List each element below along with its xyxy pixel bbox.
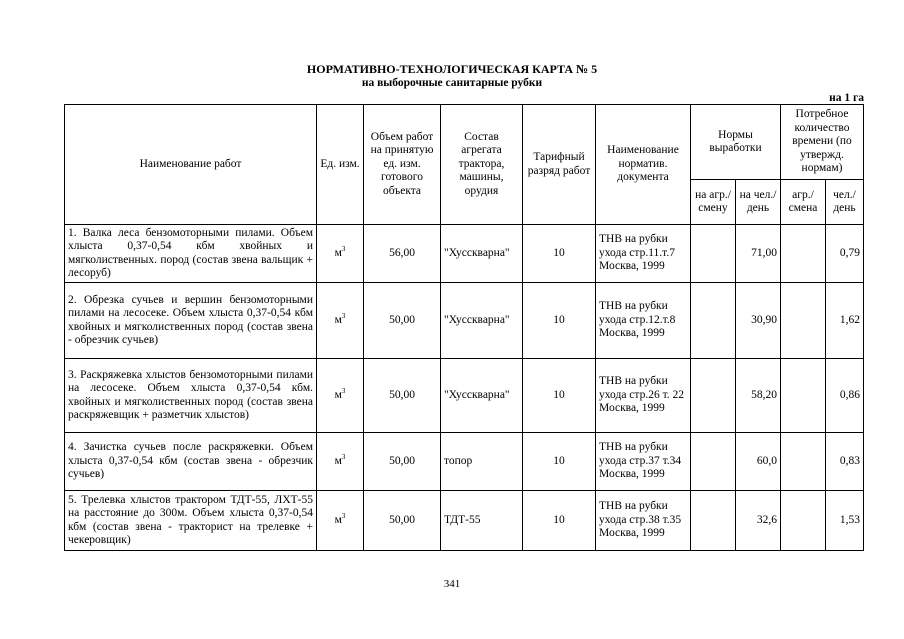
volume-cell: 56,00 bbox=[364, 225, 441, 283]
man-day-cell: 58,20 bbox=[736, 359, 781, 433]
agr-shift-2-cell bbox=[781, 225, 826, 283]
rate-cell: 10 bbox=[523, 491, 596, 551]
header-output-norms: Нормы выработки bbox=[691, 105, 781, 180]
rate-cell: 10 bbox=[523, 359, 596, 433]
header-volume: Объем работ на принятую ед. изм. готового объекта bbox=[364, 105, 441, 225]
table-row bbox=[65, 491, 864, 551]
work-name-cell: 3. Раскряжевка хлыстов бензомоторными пилами на лесосеке. Объем хлыста 0,37-0,54 кбм. хвойных и мягколиственных пород (состав звена раскряжевщик + разметчик хлыстов) bbox=[65, 359, 317, 433]
table-row bbox=[65, 433, 864, 491]
header-composition: Состав агрегата трактора, машины, орудия bbox=[441, 105, 523, 225]
volume-cell: 50,00 bbox=[364, 491, 441, 551]
header-man-day: на чел./ день bbox=[736, 180, 781, 225]
man-day-2-cell: 0,83 bbox=[826, 433, 864, 491]
agr-shift-cell bbox=[691, 283, 736, 359]
doc-cell: ТНВ на рубки ухода стр.37 т.34 Москва, 1999 bbox=[596, 433, 691, 491]
man-day-cell: 60,0 bbox=[736, 433, 781, 491]
unit-cell: $м^3$ bbox=[317, 491, 364, 551]
composition-cell: "Хусскварна" bbox=[441, 283, 523, 359]
doc-cell: ТНВ на рубки ухода стр.38 т.35 Москва, 1999 bbox=[596, 491, 691, 551]
composition-cell: топор bbox=[441, 433, 523, 491]
man-day-cell: 71,00 bbox=[736, 225, 781, 283]
header-agr-shift: на агр./ смену bbox=[691, 180, 736, 225]
document-subtitle: на выборочные санитарные рубки bbox=[361, 77, 543, 89]
rate-cell: 10 bbox=[523, 283, 596, 359]
doc-cell: ТНВ на рубки ухода стр.26 т. 22 Москва, 1999 bbox=[596, 359, 691, 433]
header-work-name: Наименование работ bbox=[65, 105, 317, 225]
header-time-needed: Потребное количество времени (по утвержд. нормам) bbox=[781, 105, 864, 180]
header-unit: Ед. изм. bbox=[317, 105, 364, 225]
unit-note: на 1 га bbox=[829, 92, 864, 104]
agr-shift-cell bbox=[691, 491, 736, 551]
work-name-cell: 5. Трелевка хлыстов трактором ТДТ-55, ЛХТ-55 на расстояние до 300м. Объем хлыста 0,37-0,54 кбм (состав звена - тракторист на трелевке + чекеровщик) bbox=[65, 491, 317, 551]
man-day-2-cell: 1,62 bbox=[826, 283, 864, 359]
volume-cell: 50,00 bbox=[364, 359, 441, 433]
header-rate: Тарифный разряд работ bbox=[523, 105, 596, 225]
agr-shift-2-cell bbox=[781, 359, 826, 433]
unit-cell: $м^3$ bbox=[317, 283, 364, 359]
man-day-cell: 32,6 bbox=[736, 491, 781, 551]
work-name-cell: 1. Валка леса бензомоторными пилами. Объем хлыста 0,37-0,54 кбм хвойных и мягколиственных. пород (состав звена вальщик + лесоруб) bbox=[65, 225, 317, 283]
work-name-cell: 4. Зачистка сучьев после раскряжевки. Объем хлыста 0,37-0,54 кбм (состав звена - обрезчик сучьев) bbox=[65, 433, 317, 491]
agr-shift-2-cell bbox=[781, 491, 826, 551]
unit-cell: $м^3$ bbox=[317, 433, 364, 491]
rate-cell: 10 bbox=[523, 225, 596, 283]
volume-cell: 50,00 bbox=[364, 433, 441, 491]
table-row bbox=[65, 359, 864, 433]
man-day-2-cell: 0,79 bbox=[826, 225, 864, 283]
unit-cell: $м^3$ bbox=[317, 359, 364, 433]
agr-shift-cell bbox=[691, 225, 736, 283]
man-day-2-cell: 0,86 bbox=[826, 359, 864, 433]
agr-shift-cell bbox=[691, 433, 736, 491]
header-man-day-2: чел./ день bbox=[826, 180, 864, 225]
header-doc-name: Наименование норматив. документа bbox=[596, 105, 691, 225]
agr-shift-2-cell bbox=[781, 283, 826, 359]
table-row bbox=[65, 283, 864, 359]
page-number: 341 bbox=[443, 578, 461, 590]
table-row bbox=[65, 225, 864, 283]
agr-shift-cell bbox=[691, 359, 736, 433]
composition-cell: "Хусскварна" bbox=[441, 225, 523, 283]
work-name-cell: 2. Обрезка сучьев и вершин бензомоторными пилами на лесосеке. Объем хлыста 0,37-0,54 кбм хвойных и мягколиственных пород (состав звена - обрезчик сучьев) bbox=[65, 283, 317, 359]
norms-table bbox=[64, 104, 864, 551]
header-agr-shift-2: агр./ смена bbox=[781, 180, 826, 225]
document-title: НОРМАТИВНО-ТЕХНОЛОГИЧЕСКАЯ КАРТА № 5 bbox=[306, 62, 598, 76]
volume-cell: 50,00 bbox=[364, 283, 441, 359]
man-day-cell: 30,90 bbox=[736, 283, 781, 359]
composition-cell: "Хусскварна" bbox=[441, 359, 523, 433]
composition-cell: ТДТ-55 bbox=[441, 491, 523, 551]
unit-cell: $м^3$ bbox=[317, 225, 364, 283]
doc-cell: ТНВ на рубки ухода стр.11.т.7 Москва, 1999 bbox=[596, 225, 691, 283]
rate-cell: 10 bbox=[523, 433, 596, 491]
man-day-2-cell: 1,53 bbox=[826, 491, 864, 551]
agr-shift-2-cell bbox=[781, 433, 826, 491]
doc-cell: ТНВ на рубки ухода стр.12.т.8 Москва, 1999 bbox=[596, 283, 691, 359]
